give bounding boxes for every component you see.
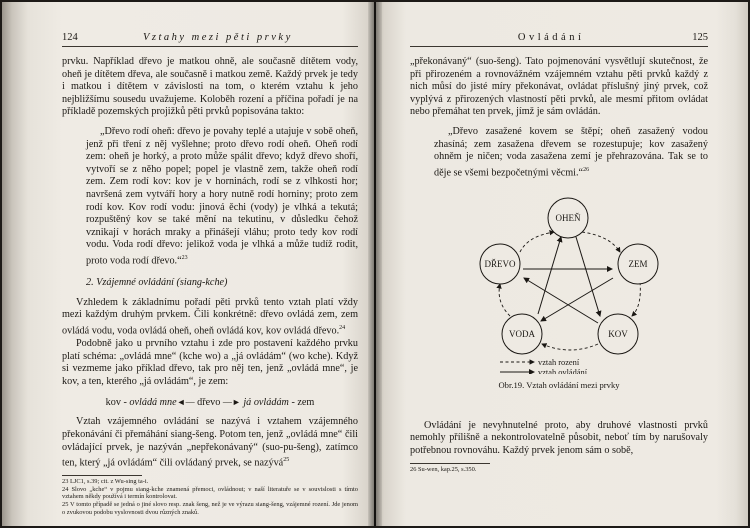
block-quote — [86, 126, 358, 268]
five-elements-diagram — [410, 194, 708, 374]
quote-text: „Dřevo rodí oheň: dřevo je povahy teplé a utajuje v sobě oheň, jenž při tření z něj vyšlehne; proto dřevo rodí oheň. Oheň rodí zem: oheň je horký, a proto může spálit dřevo; když dřevo shoří, vytvoří se z něho popel; popel je vlastně zem, takže oheň rodí zem. Zem rodí kov: kov je v horninách, rodí se z vlhkosti hor; navršená zem vytváří hory a hory nutně rodí horniny; proto zem rodí kov. Kov rodí vodu: jinová ěchi (vody) je vlhká a tekutá; rozpuštěný kov se také mění na tekutinu, v důsledku čehož vznikají v horách mraky a přinášejí vláhu; proto tedy kov rodí vodu. Voda rodí dřevo: jelikož voda je vlhká a může tudíž rodit, proto voda rodí dřevo.“ — [86, 125, 358, 267]
footnote-rule — [410, 463, 490, 464]
footnote-ref: 23 — [181, 254, 188, 261]
figure-caption: Obr.19. Vztah ovládání mezi prvky — [498, 379, 620, 390]
arrow-right-icon: —► — [222, 397, 241, 408]
legend-label: vztah ovládání — [538, 367, 588, 374]
page-number: 124 — [62, 32, 78, 43]
node-label: VODA — [509, 328, 535, 339]
footnote-ref: 25 — [283, 457, 290, 464]
footnote-ref: 24 — [339, 325, 346, 332]
footnote: 25 V tomto případě se jedná o jiné slovo resp. znak šeng, než je ve výrazu siang-šeng, vzájemné rození. Jde jenom o zvukovou podobu vyslovnosti dvou různých znaků. — [62, 500, 358, 516]
block-quote — [434, 126, 708, 180]
running-title: Ovládání — [517, 32, 585, 43]
footnote: 24 Slovo „kche“ v pojmu siang-kche znamená přemoci, ovládnout; v naší literatuře se v souvislosti s tímto vztahem někdy používá i termín kontrolovat. — [62, 485, 358, 501]
body-paragraph: Vztah vzájemného ovládání se nazývá i vztahem vzájemného překonávání či přemáhání siang-šeng. Potom ten, jenž „ovládá mne“ čili ovládající prvek, je nazýván „nepřekonávaný“ (suo-pu-šeng), zatímco ten, který „já ovládám“ čili ovládaný prvek, se nazývá — [62, 416, 358, 469]
arrow-left-icon: ◄— — [176, 397, 195, 408]
section-heading: 2. Vzájemné ovládání (siang-kche) — [86, 276, 228, 288]
quote-text: „Dřevo zasažené kovem se štěpí; oheň zasažený vodou zhasíná; zem zasažena dřevem se rozestupuje; kov zasažený ohněm je ničen; voda zasažena zemí je přehrazována. Tak se to děje se všemi bezpočetnými věcmi.“ — [434, 125, 708, 179]
relation-formula — [62, 397, 358, 408]
formula-term: kov - — [105, 397, 130, 409]
book-gutter — [368, 2, 382, 526]
node-label: OHEŇ — [555, 212, 581, 223]
formula-term: dřevo — [194, 397, 223, 409]
running-title: Vztahy mezi pěti prvky — [142, 32, 293, 43]
body-paragraph: Podobně jako u prvního vztahu i zde pro postavení každého prvku platí schéma: „ovládá mne“ (kche wo) a „já ovládám“ (wo kche). Když si vezmeme jako příklad dřevo, tak pro něj ten, jenž „ovládá mne“, je kov, a ten, kterého „já ovládám“, je zem: — [62, 338, 358, 387]
node-label: DŘEVO — [484, 258, 516, 269]
formula-term: já ovládám — [240, 397, 289, 409]
formula-term: ovládá mne — [129, 397, 177, 409]
formula-term: - zem — [288, 397, 315, 409]
footnote-rule — [62, 475, 142, 476]
page-number: 125 — [692, 32, 708, 43]
footnote: 23 LJC1, s.39; cit. z Wu-sing ta-i. — [62, 478, 149, 486]
footnote: 26 Su-wen, kap.25, s.350. — [410, 465, 477, 473]
body-paragraph: prvku. Například dřevo je matkou ohně, ale současně dítětem vody, oheň je dítětem dřeva, ale současně i matkou země. Každý prvek je tedy i matkou i dítětem v závislosti na tom, o kterém vztahu k jeho nejbližšímu sousedu uvažujeme. Koloběh rození a příčina pořadí je na příkladě pozemských projižků pěti prvků popisována takto: — [62, 56, 358, 118]
body-paragraph: Vzhledem k základnímu pořadí pěti prvků tento vztah platí vždy mezi každým druhým prvkem. Čili konkrétně: dřevo ovládá zem, zem ovládá vodu, voda ovládá oheň, oheň ovládá kov, kov ovládá dřevo. — [62, 296, 358, 337]
body-paragraph: „překonávaný“ (suo-šeng). Tato pojmenování vysvětlují skutečnost, že při přirozeném a rovnovážném vzájemném vztahu pěti prvků každý z nich můsí do jisté míry překonávat, ovládat příslušný jiný prvek, což vyplývá z přirozených vlastností pěti prvků, ale mesmí přitom ovládat nebo přemáhat ten prvek, jímž je sám ovládán. — [410, 56, 708, 118]
footnote-ref: 26 — [583, 166, 590, 173]
node-label: KOV — [608, 328, 628, 339]
left-page-header — [62, 32, 358, 47]
right-page — [376, 2, 748, 526]
book-spread — [2, 2, 748, 526]
legend-label: vztah rození — [538, 357, 580, 367]
diagram-legend — [500, 358, 588, 374]
control-cycle — [523, 237, 613, 323]
right-page-header — [410, 32, 708, 47]
left-page — [2, 2, 374, 526]
body-paragraph: Ovládání je nevyhnutelné proto, aby druhové vlastnosti prvků nemohly přílišně a nekontrolovatelně působit, neboť tím by narušovaly potřebnou rovnováhu. Každý prvek jenom sám o sobě, — [410, 419, 708, 456]
node-label: ZEM — [628, 258, 648, 269]
